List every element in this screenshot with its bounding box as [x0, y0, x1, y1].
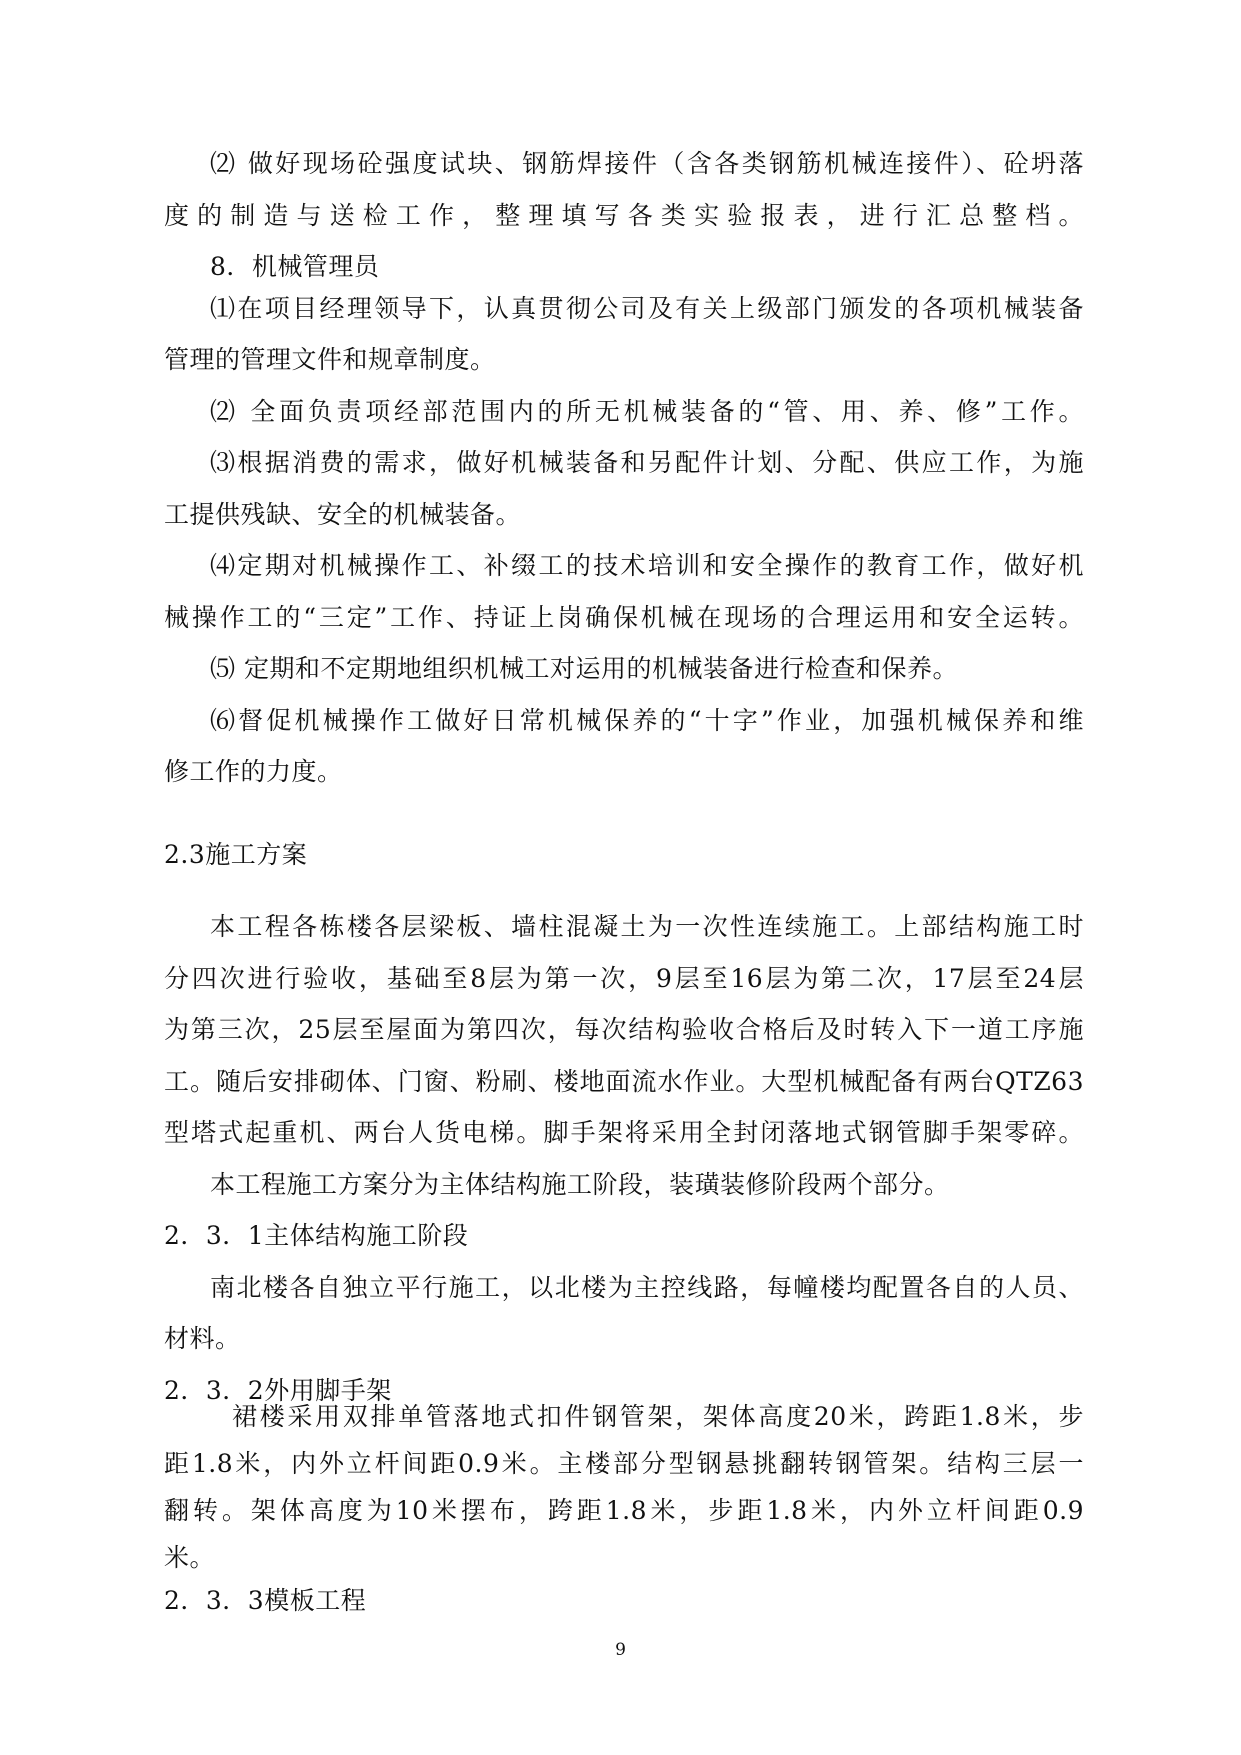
text-line: 修工作的力度。 [164, 757, 343, 786]
text-line: 型塔式起重机、两台人货电梯。脚手架将采用全封闭落地式钢管脚手架零碎。 [164, 1118, 1084, 1147]
subsection-heading: 2．3．2外用脚手架 [164, 1376, 392, 1405]
text-line: 材料。 [164, 1324, 241, 1353]
text-line: 裙楼采用双排单管落地式扣件钢管架，架体高度20米，跨距1.8米，步 [232, 1402, 1084, 1431]
text-line: ⑷定期对机械操作工、补缀工的技术培训和安全操作的教育工作，做好机 [210, 551, 1084, 580]
text-line: ⑸ 定期和不定期地组织机械工对运用的机械装备进行检查和保养。 [210, 654, 958, 683]
text-line: 翻转。架体高度为10米摆布，跨距1.8米，步距1.8米，内外立杆间距0.9 [164, 1496, 1084, 1525]
text-line: ⑵ 全面负责项经部范围内的所无机械装备的“管、用、养、修”工作。 [210, 397, 1084, 426]
subsection-heading: 2．3．3模板工程 [164, 1586, 367, 1615]
text-line: ⑶根据消费的需求，做好机械装备和另配件计划、分配、供应工作，为施 [210, 448, 1084, 477]
section-heading: 8．机械管理员 [210, 252, 380, 281]
text-line: 南北楼各自独立平行施工，以北楼为主控线路，每幢楼均配置各自的人员、 [210, 1273, 1084, 1302]
text-line: 管理的管理文件和规章制度。 [164, 345, 496, 374]
text-line: 度的制造与送检工作，整理填写各类实验报表，进行汇总整档。 [164, 201, 1084, 230]
text-line: ⑵ 做好现场砼强度试块、钢筋焊接件（含各类钢筋机械连接件）、砼坍落 [210, 149, 1084, 178]
text-line: 米。 [164, 1543, 216, 1572]
text-line: ⑴在项目经理领导下，认真贯彻公司及有关上级部门颁发的各项机械装备 [210, 294, 1084, 323]
section-heading: 2.3施工方案 [164, 840, 308, 869]
text-line: 距1.8米，内外立杆间距0.9米。主楼部分型钢悬挑翻转钢管架。结构三层一 [164, 1449, 1084, 1478]
page-number: 9 [615, 1640, 626, 1660]
text-line: 工提供残缺、安全的机械装备。 [164, 500, 522, 529]
text-line: 为第三次，25层至屋面为第四次，每次结构验收合格后及时转入下一道工序施 [164, 1015, 1084, 1044]
text-line: 本工程各栋楼各层梁板、墙柱混凝土为一次性连续施工。上部结构施工时 [210, 912, 1084, 941]
text-line: 工。随后安排砌体、门窗、粉刷、楼地面流水作业。大型机械配备有两台QTZ63 [164, 1067, 1084, 1096]
text-line: 分四次进行验收，基础至8层为第一次，9层至16层为第二次，17层至24层 [164, 964, 1084, 993]
subsection-heading: 2．3．1主体结构施工阶段 [164, 1221, 469, 1250]
text-line: 本工程施工方案分为主体结构施工阶段，装璜装修阶段两个部分。 [210, 1170, 950, 1199]
text-line: 械操作工的“三定”工作、持证上岗确保机械在现场的合理运用和安全运转。 [164, 603, 1084, 632]
text-line: ⑹督促机械操作工做好日常机械保养的“十字”作业，加强机械保养和维 [210, 706, 1084, 735]
